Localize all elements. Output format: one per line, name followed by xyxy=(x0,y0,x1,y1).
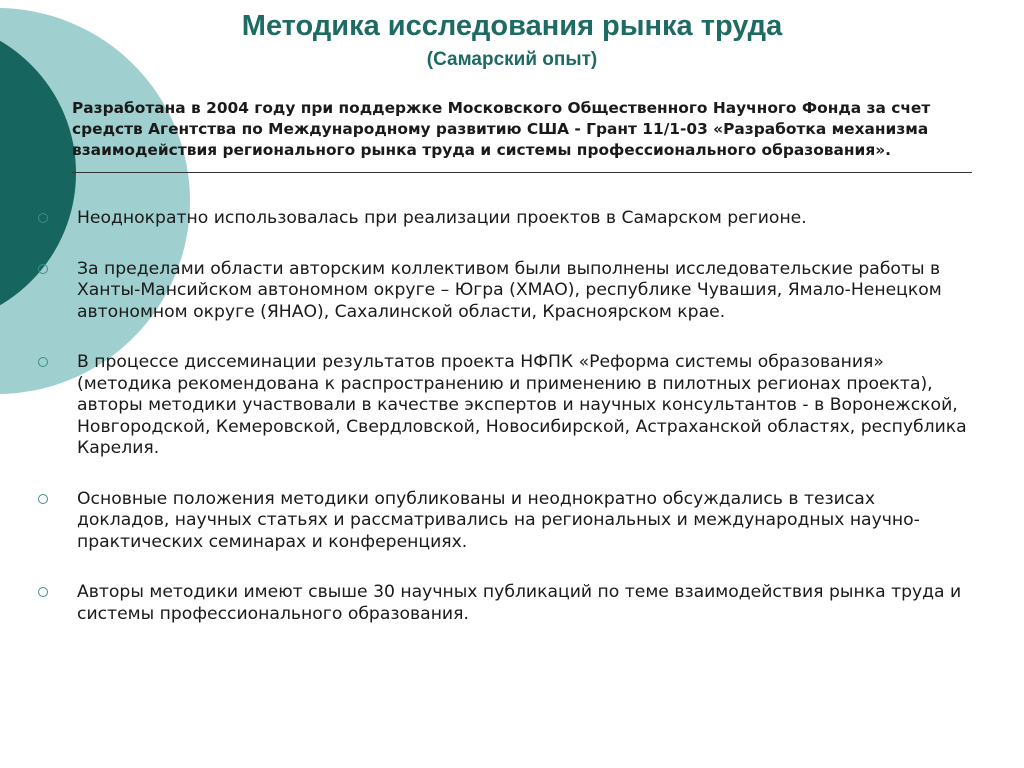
hollow-circle-bullet-icon xyxy=(38,264,48,274)
slide-title: Методика исследования рынка труда xyxy=(241,10,783,42)
bullet-item xyxy=(0,489,967,554)
bullet-item xyxy=(0,352,967,460)
hollow-circle-bullet-icon xyxy=(38,494,48,504)
bullet-list xyxy=(0,208,1024,654)
bullet-text: Неоднократно использовалась при реализации проектов в Самарском регионе. xyxy=(77,208,807,228)
hollow-circle-bullet-icon xyxy=(38,587,48,597)
hollow-circle-bullet-icon xyxy=(38,357,48,367)
divider-line xyxy=(72,172,972,173)
bullet-text: Авторы методики имеют свыше 30 научных публикаций по теме взаимодействия рынка труда и системы профессионального образования. xyxy=(77,582,962,624)
intro-paragraph: Разработана в 2004 году при поддержке Московского Общественного Научного Фонда за счет средств Агентства по Международному развитию США - Грант 11/1-03 «Разработка механизма взаимодействия регионального рынка труда и системы профессионального образования». xyxy=(72,99,931,159)
bullet-item xyxy=(0,582,967,625)
slide-subtitle: (Самарский опыт) xyxy=(426,49,598,70)
bullet-text: В процессе диссеминации результатов проекта НФПК «Реформа системы образования» (методика рекомендована к распространению и применению в пилотных регионах проекта), авторы методики участвовали в качестве экспертов и научных консультантов - в Воронежской, Новгородской, Кемеровской, Свердловской, Новосибирской, Астраханской областях, республика Карелия. xyxy=(77,352,967,458)
bullet-item xyxy=(0,208,967,230)
bullet-text: За пределами области авторским коллективом были выполнены исследовательские работы в Ханты-Мансийском автономном округе – Югра (ХМАО), республике Чувашия, Ямало-Ненецком автономном округе (ЯНАО), Сахалинской области, Красноярском крае. xyxy=(77,258,942,322)
hollow-circle-bullet-icon xyxy=(38,213,48,223)
bullet-text: Основные положения методики опубликованы и неоднократно обсуждались в тезисах докладов, научных статьях и рассматривались на региональных и международных научно-практических семинарах и конференциях. xyxy=(77,488,920,552)
bullet-item xyxy=(0,259,967,324)
